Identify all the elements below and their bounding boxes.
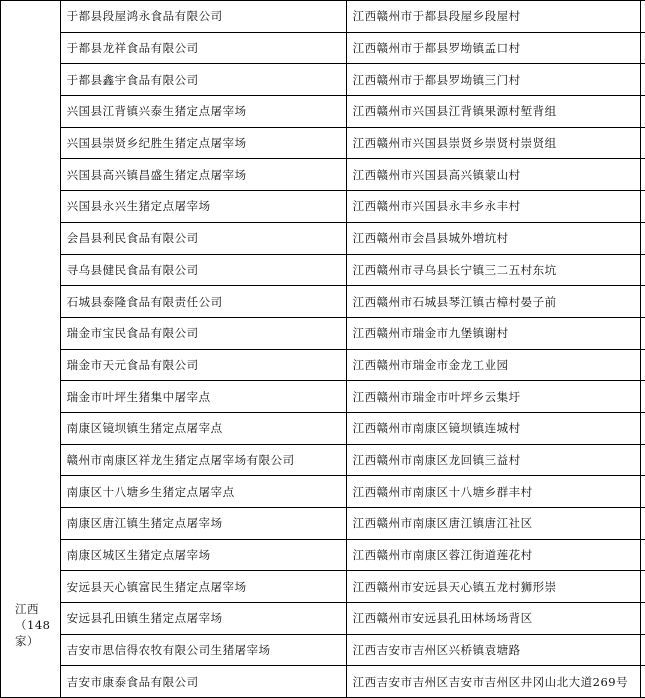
company-name-cell: 石城县泰隆食品有限责任公司	[60, 286, 346, 318]
extra-cell	[640, 32, 645, 64]
table-row	[1, 159, 645, 191]
address-cell: 江西赣州市于都县罗坳镇孟口村	[346, 32, 640, 64]
address-cell: 江西赣州市瑞金市金龙工业园	[346, 349, 640, 381]
table-row	[1, 349, 645, 381]
address-cell: 江西赣州市瑞金市叶坪乡云集圩	[346, 381, 640, 413]
table-row	[1, 476, 645, 508]
address-cell: 江西吉安市吉州区兴桥镇袁塘路	[346, 634, 640, 666]
company-name-cell: 吉安市思信得农牧有限公司生猪屠宰场	[60, 634, 346, 666]
address-cell: 江西赣州市兴国县江背镇果源村堑背组	[346, 96, 640, 128]
extra-cell	[640, 444, 645, 476]
table-row	[1, 64, 645, 96]
company-name-cell: 南康区唐江镇生猪定点屠宰场	[60, 508, 346, 540]
extra-cell	[640, 159, 645, 191]
extra-cell	[640, 666, 645, 698]
address-cell: 江西赣州市会昌县城外増坑村	[346, 222, 640, 254]
extra-cell	[640, 634, 645, 666]
address-cell: 江西赣州市安远县天心镇五龙村狮形崇	[346, 571, 640, 603]
company-name-cell: 吉安市康泰食品有限公司	[60, 666, 346, 698]
province-cell	[1, 1, 61, 698]
company-name-cell: 瑞金市天元食品有限公司	[60, 349, 346, 381]
extra-cell	[640, 127, 645, 159]
address-cell: 江西赣州市兴国县崇贤乡崇贤村崇贤组	[346, 127, 640, 159]
address-cell: 江西赣州市瑞金市九堡镇谢村	[346, 317, 640, 349]
company-name-cell: 兴国县高兴镇昌盛生猪定点屠宰场	[60, 159, 346, 191]
extra-cell	[640, 254, 645, 286]
company-name-cell: 安远县孔田镇生猪定点屠宰场	[60, 603, 346, 635]
extra-cell	[640, 286, 645, 318]
extra-cell	[640, 349, 645, 381]
address-cell: 江西赣州市兴国县永丰乡永丰村	[346, 191, 640, 223]
table-row	[1, 539, 645, 571]
table-row	[1, 191, 645, 223]
extra-cell	[640, 571, 645, 603]
company-name-cell: 于都县段屋鸿永食品有限公司	[60, 1, 346, 33]
table-row	[1, 32, 645, 64]
table-row	[1, 571, 645, 603]
table-row	[1, 508, 645, 540]
table-row	[1, 412, 645, 444]
extra-cell	[640, 539, 645, 571]
company-name-cell: 瑞金市叶坪生猪集中屠宰点	[60, 381, 346, 413]
table-row	[1, 127, 645, 159]
address-cell: 江西赣州市寻乌县长宁镇三二五村东坑	[346, 254, 640, 286]
company-name-cell: 赣州市南康区祥龙生猪定点屠宰场有限公司	[60, 444, 346, 476]
table-row	[1, 96, 645, 128]
company-name-cell: 会昌县利民食品有限公司	[60, 222, 346, 254]
extra-cell	[640, 1, 645, 33]
table-row	[1, 381, 645, 413]
extra-cell	[640, 508, 645, 540]
address-cell: 江西赣州市于都县段屋乡段屋村	[346, 1, 640, 33]
table-row	[1, 1, 645, 33]
extra-cell	[640, 96, 645, 128]
company-name-cell: 寻乌县健民食品有限公司	[60, 254, 346, 286]
address-cell: 江西赣州市南康区蓉江街道莲花村	[346, 539, 640, 571]
company-name-cell: 兴国县崇贤乡纪胜生猪定点屠宰场	[60, 127, 346, 159]
company-name-cell: 兴国县江背镇兴泰生猪定点屠宰场	[60, 96, 346, 128]
company-name-cell: 安远县天心镇富民生猪定点屠宰场	[60, 571, 346, 603]
extra-cell	[640, 603, 645, 635]
table-row	[1, 603, 645, 635]
address-cell: 江西赣州市安远县孔田林场场背区	[346, 603, 640, 635]
company-name-cell: 瑞金市宝民食品有限公司	[60, 317, 346, 349]
province-count: （148家）	[15, 618, 51, 649]
address-cell: 江西赣州市南康区唐江镇唐江社区	[346, 508, 640, 540]
company-name-cell: 于都县龙祥食品有限公司	[60, 32, 346, 64]
address-cell: 江西赣州市南康区镜坝镇连城村	[346, 412, 640, 444]
address-cell: 江西赣州市石城县琴江镇古樟村晏子前	[346, 286, 640, 318]
address-cell: 江西赣州市于都县罗坳镇三门村	[346, 64, 640, 96]
company-name-cell: 兴国县永兴生猪定点屠宰场	[60, 191, 346, 223]
company-name-cell: 于都县鑫宇食品有限公司	[60, 64, 346, 96]
company-name-cell: 南康区城区生猪定点屠宰场	[60, 539, 346, 571]
address-cell: 江西赣州市南康区龙回镇三益村	[346, 444, 640, 476]
company-name-cell: 南康区镜坝镇生猪定点屠宰点	[60, 412, 346, 444]
table-row	[1, 286, 645, 318]
extra-cell	[640, 222, 645, 254]
table-row	[1, 317, 645, 349]
table-row	[1, 666, 645, 698]
extra-cell	[640, 191, 645, 223]
extra-cell	[640, 64, 645, 96]
address-cell: 江西赣州市南康区十八塘乡群丰村	[346, 476, 640, 508]
table-row	[1, 222, 645, 254]
table-row	[1, 444, 645, 476]
extra-cell	[640, 317, 645, 349]
table-row	[1, 634, 645, 666]
extra-cell	[640, 412, 645, 444]
extra-cell	[640, 381, 645, 413]
extra-cell	[640, 476, 645, 508]
province-name: 江西	[15, 602, 39, 617]
address-cell: 江西吉安市吉州区吉安市吉州区井冈山北大道269号	[346, 666, 640, 698]
address-cell: 江西赣州市兴国县高兴镇蒙山村	[346, 159, 640, 191]
table-row	[1, 254, 645, 286]
company-name-cell: 南康区十八塘乡生猪定点屠宰点	[60, 476, 346, 508]
